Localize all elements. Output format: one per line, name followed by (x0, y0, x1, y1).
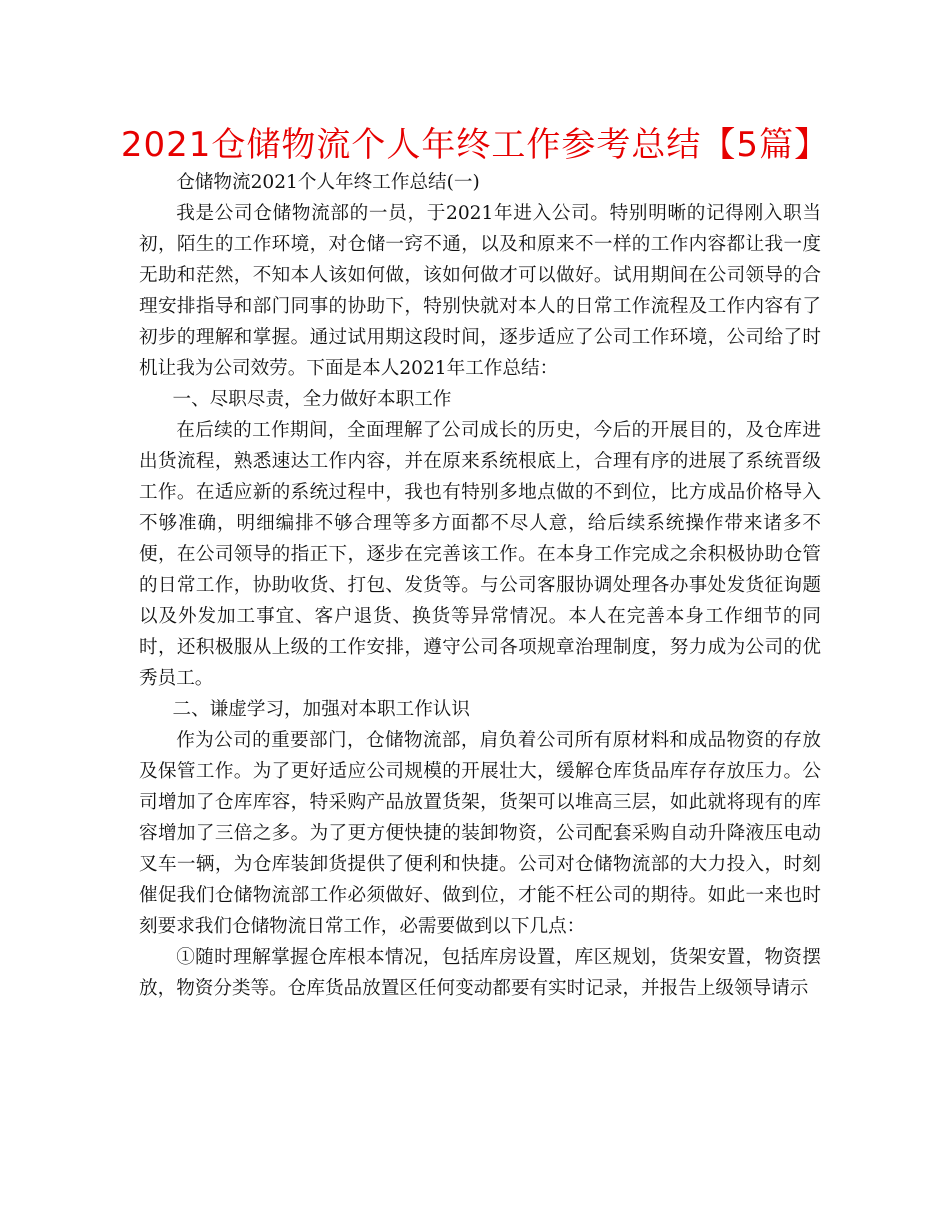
document-title: 2021仓储物流个人年终工作参考总结【5篇】 (120, 125, 830, 165)
paragraph-learning: 作为公司的重要部门，仓储物流部，肩负着公司所有原材料和成品物资的存放及保管工作。为了更好适应公司规模的开展壮大，缓解仓库货品库存存放压力。公司增加了仓库库容，特采购产品放置货架，货架可以堆高三层，如此就将现有的库容增加了三倍之多。为了更方便快捷的装卸物资，公司配套采购自动升降液压电动叉车一辆，为仓库装卸货提供了便利和快捷。公司对仓储物流部的大力投入，时刻催促我们仓储物流部工作必须做好、做到位，才能不枉公司的期待。如此一来也时刻要求我们仓储物流日常工作，必需要做到以下几点： (139, 730, 821, 937)
section-heading-2: 二、谦虚学习，加强对本职工作认识 (172, 699, 470, 720)
paragraph-duties: 在后续的工作期间，全面理解了公司成长的历史，今后的开展目的，及仓库进出货流程，熟悉速达工作内容，并在原来系统根底上，合理有序的进展了系统晋级工作。在适应新的系统过程中，我也有特别多地点做的不到位，比方成品价格导入不够准确，明细编排不够合理等多方面都不尽人意，给后续系统操作带来诸多不便，在公司领导的指正下，逐步在完善该工作。在本身工作完成之余积极协助仓管的日常工作，协助收货、打包、发货等。与公司客服协调处理各办事处发货征询题以及外发加工事宜、客户退货、换货等异常情况。本人在完善本身工作细节的同时，还积极服从上级的工作安排，遵守公司各项规章治理制度，努力成为公司的优秀员工。 (139, 420, 821, 689)
section-heading-1: 一、尽职尽责，全力做好本职工作 (172, 389, 452, 410)
paragraph-point-1: ①随时理解掌握仓库根本情况，包括库房设置，库区规划，货架安置，物资摆放，物资分类等。仓库货品放置区任何变动都要有实时记录，并报告上级领导请示 (139, 947, 821, 999)
section-subtitle: 仓储物流2021个人年终工作总结(一) (176, 172, 480, 193)
document-body (139, 167, 821, 1004)
paragraph-intro: 我是公司仓储物流部的一员，于2021年进入公司。特别明晰的记得刚入职当初，陌生的工作环境，对仓储一窍不通，以及和原来不一样的工作内容都让我一度无助和茫然，不知本人该如何做，该如何做才可以做好。试用期间在公司领导的合理安排指导和部门同事的协助下，特别快就对本人的日常工作流程及工作内容有了初步的理解和掌握。通过试用期这段时间，逐步适应了公司工作环境，公司给了时机让我为公司效劳。下面是本人2021年工作总结： (139, 203, 821, 379)
